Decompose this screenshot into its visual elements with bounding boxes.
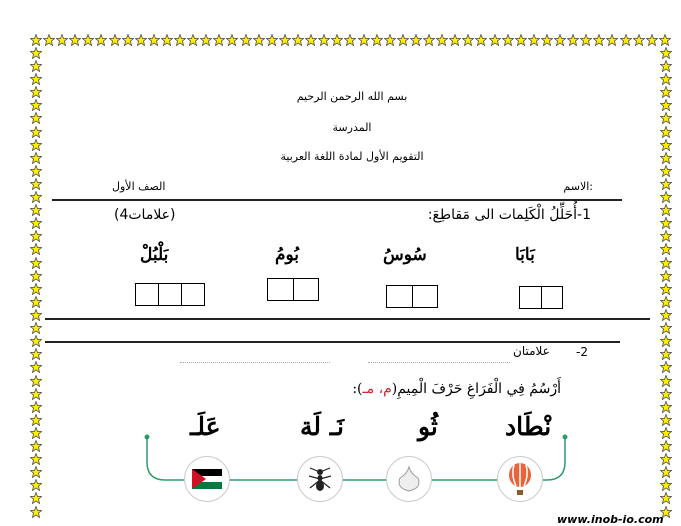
word-baba: بَابَا bbox=[515, 245, 535, 265]
jordan-flag-icon bbox=[192, 469, 222, 489]
school-label: المدرسة bbox=[332, 121, 372, 134]
hot-air-balloon-icon bbox=[505, 462, 535, 496]
q2-number: -2 bbox=[576, 345, 588, 359]
word-blank-3: ثُو bbox=[418, 412, 438, 441]
word-soos: سُوسُ bbox=[383, 245, 427, 265]
garlic-icon bbox=[394, 464, 424, 494]
name-label: الاسم: bbox=[563, 180, 593, 193]
word-blank-4: نْطَاد bbox=[505, 412, 552, 441]
ant-picture bbox=[297, 456, 343, 502]
q1-marks: (4علامات) bbox=[114, 207, 176, 223]
word-blank-1: عَلَـ bbox=[190, 412, 221, 441]
basmala: بسم الله الرحمن الرحيم bbox=[296, 90, 408, 103]
q2-marks: علامتان bbox=[513, 344, 550, 358]
word-blank-2: نَـ لَة bbox=[300, 412, 345, 441]
ant-icon bbox=[305, 464, 335, 494]
word-boom: بُومُ bbox=[275, 245, 300, 265]
garlic-picture bbox=[386, 456, 432, 502]
balloon-picture bbox=[497, 456, 543, 502]
exam-title: التقويم الأول لمادة اللغة العربية bbox=[280, 150, 424, 163]
word-bulbul: بَلْبُلْ bbox=[140, 245, 169, 265]
q2-instruction: أَرْسُمُ فِي الْفَرَاغِ حَرْفَ الْمِيمِ(م، مـ): bbox=[352, 381, 561, 397]
grade-label: الصف الأول bbox=[112, 180, 166, 193]
watermark: www.inob-io.com bbox=[557, 513, 664, 526]
jordan-flag-picture bbox=[184, 456, 230, 502]
q1-prompt: 1-أُحَلِّلُ الْكَلِمات الى مَقاطِعَ: bbox=[427, 207, 591, 223]
